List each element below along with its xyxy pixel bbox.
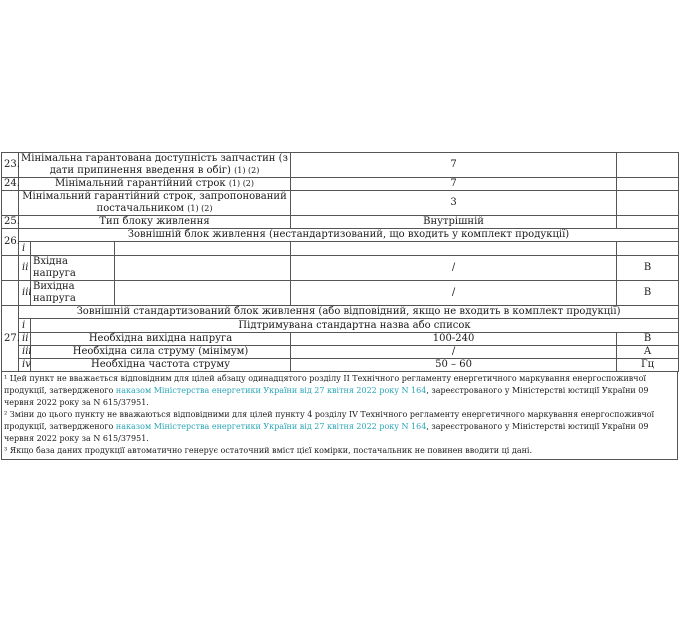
row-number: 27.	[2, 306, 19, 372]
sub-numeral: iii	[19, 281, 31, 306]
row-label: Мінімальний гарантійний строк (1) (2)	[19, 178, 291, 191]
sub-value: /	[291, 281, 617, 306]
sub-value	[291, 242, 617, 256]
document	[1, 152, 678, 460]
table-row-27-header	[2, 306, 679, 319]
footnote-2: ² Зміни до цього пункту не вважаються відповідними для цілей пункту 4 розділу IV Технічного регламенту енергетичного маркування енергоспоживчої продукції, затвердженого наказом Міністерства енергетики України від 27 квітня 2022 року N 164, зареєстрованого у Міністерстві юстиції України 09 червня 2022 року за N 615/37951.	[4, 410, 655, 443]
sub-unit: В	[617, 333, 679, 346]
row-unit	[617, 153, 679, 178]
sub-value: 50 – 60	[291, 359, 617, 372]
table-row-26-ii	[2, 256, 679, 281]
sub-label: Підтримувана стандартна назва або список	[31, 319, 679, 333]
table-row-27-ii	[2, 333, 679, 346]
sub-label: Необхідна вихідна напруга	[31, 333, 291, 346]
sub-label-2	[115, 242, 291, 256]
footnote-3: ³ Якщо база даних продукції автоматично генерує остаточний вміст цієї комірки, постачальник не повинен вводити ці дані.	[4, 446, 533, 455]
sub-unit	[617, 242, 679, 256]
footnote-mark: ²	[4, 410, 8, 419]
section-header: Зовнішній стандартизований блок живлення (або відповідний, якщо не входить в комплект продукції)	[19, 306, 679, 319]
sub-label: Необхідна частота струму	[31, 359, 291, 372]
sub-label: Необхідна сила струму (мінімум)	[31, 346, 291, 359]
specs-table	[1, 152, 679, 372]
sub-value: /	[291, 346, 617, 359]
sub-value: 100-240	[291, 333, 617, 346]
row-label: Мінімальний гарантійний строк, запропонований постачальником (1) (2)	[19, 191, 291, 216]
footnote-ref: (1) (2)	[187, 204, 213, 213]
sub-label: Вхідна напруга	[31, 256, 115, 281]
row-number: 25.	[2, 216, 19, 229]
sub-numeral: iii	[19, 346, 31, 359]
sub-unit: В	[617, 281, 679, 306]
sub-label: Вихідна напруга	[31, 281, 115, 306]
row-number-blank	[2, 281, 19, 306]
row-value: 3	[291, 191, 617, 216]
sub-numeral: i	[19, 319, 31, 333]
row-number: 26.	[2, 229, 19, 256]
footnote-ref: (1) (2)	[228, 179, 255, 188]
footnote-mark: ¹	[4, 374, 8, 383]
table-row-25	[2, 216, 679, 229]
row-value: 7	[291, 178, 617, 191]
regulation-link[interactable]: наказом Міністерства енергетики України від 27 квітня 2022 року N 164	[115, 386, 427, 395]
row-unit	[617, 178, 679, 191]
table-row-27-iii	[2, 346, 679, 359]
row-number	[2, 191, 19, 216]
table-row-27-i	[2, 319, 679, 333]
table-row-27-iv	[2, 359, 679, 372]
row-number-blank	[2, 256, 19, 281]
sub-value: /	[291, 256, 617, 281]
row-unit	[617, 216, 679, 229]
row-label: Мінімальна гарантована доступність запчастин (з дати припинення введення в обіг) (1) (2)	[19, 153, 291, 178]
table-row-24b	[2, 191, 679, 216]
footnote-mark: ³	[4, 446, 8, 455]
table-row-26-iii	[2, 281, 679, 306]
row-unit	[617, 191, 679, 216]
sub-label-2	[115, 256, 291, 281]
footnote-ref: (1) (2)	[234, 166, 260, 175]
regulation-link[interactable]: наказом Міністерства енергетики України від 27 квітня 2022 року N 164	[115, 422, 427, 431]
sub-unit: Гц	[617, 359, 679, 372]
table-row-26-i	[2, 242, 679, 256]
sub-unit: В	[617, 256, 679, 281]
sub-numeral: i	[19, 242, 31, 256]
table-row-23	[2, 153, 679, 178]
row-number: 23.	[2, 153, 19, 178]
footnotes	[1, 372, 678, 460]
sub-unit: А	[617, 346, 679, 359]
sub-numeral: ii	[19, 333, 31, 346]
section-header: Зовнішній блок живлення (нестандартизований, що входить у комплект продукції)	[19, 229, 679, 242]
table-row-26-header	[2, 229, 679, 242]
row-label: Тип блоку живлення	[19, 216, 291, 229]
sub-label	[31, 242, 115, 256]
sub-label-2	[115, 281, 291, 306]
sub-numeral: iv	[19, 359, 31, 372]
row-value: Внутрішній	[291, 216, 617, 229]
table-row-24	[2, 178, 679, 191]
row-number: 24.	[2, 178, 19, 191]
sub-numeral: ii	[19, 256, 31, 281]
footnote-1: ¹ Цей пункт не вважається відповідним для цілей абзацу одинадцятого розділу II Технічного регламенту енергетичного маркування енергоспоживчої продукції, затвердженого наказом Міністерства енергетики України від 27 квітня 2022 року N 164, зареєстрованого у Міністерстві юстиції України 09 червня 2022 року за N 615/37951.	[4, 374, 649, 407]
row-value: 7	[291, 153, 617, 178]
